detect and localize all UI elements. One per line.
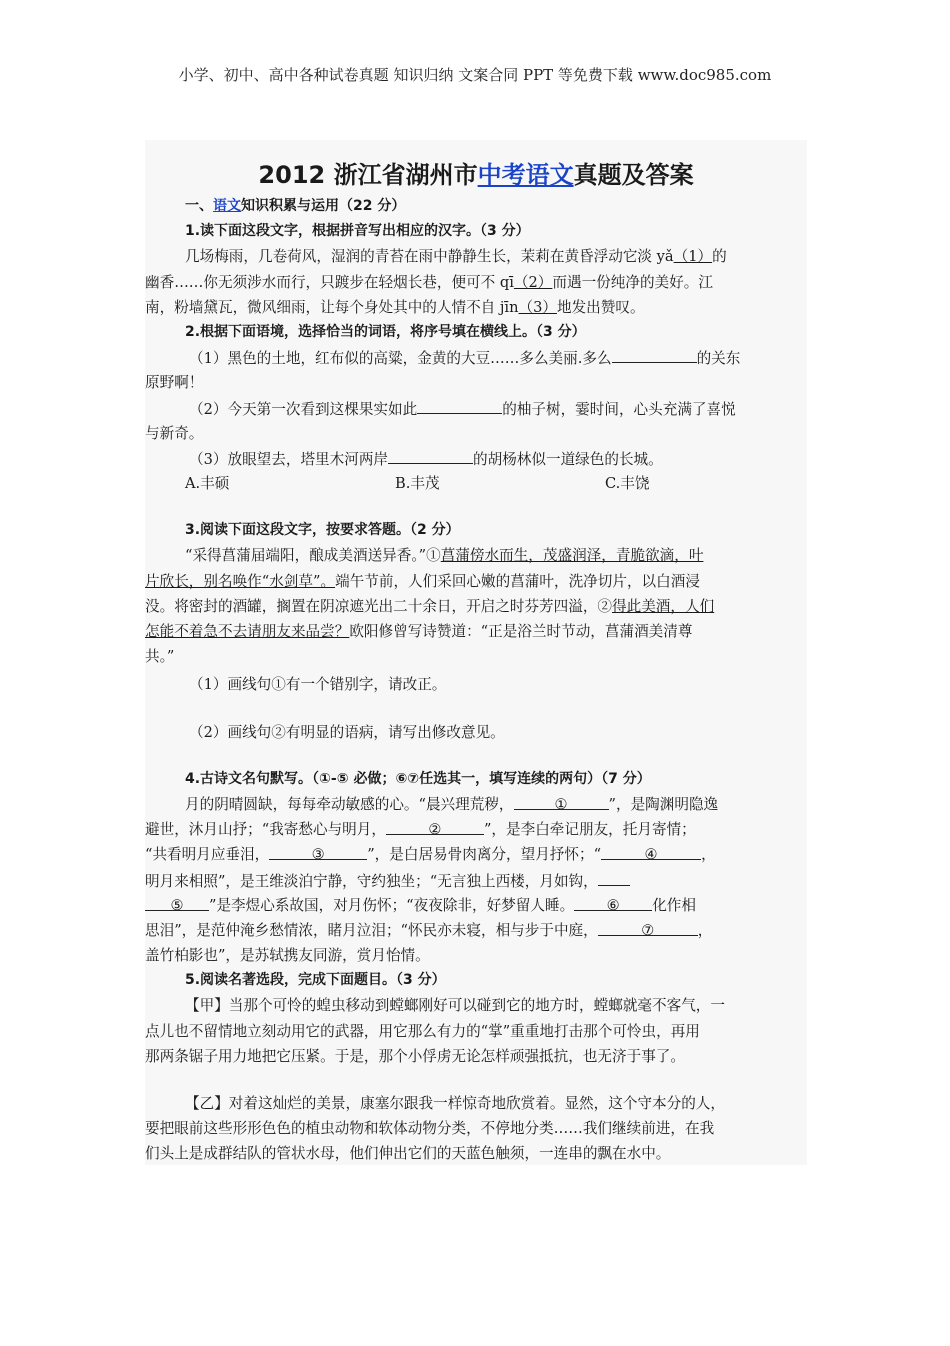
- q5-passage-b-2: 要把眼前这些形形色色的植虫动物和软体动物分类，不停地分类……我们继续前进，在我: [145, 1120, 715, 1138]
- q5-passage-b-3: 们头上是成群结队的管状水母，他们伸出它们的天蓝色触须，一连串的飘在水中。: [145, 1145, 671, 1163]
- q5-passage-a-3: 那两条锯子用力地把它压紧。于是，那个小俘虏无论怎样顽强抵抗，也无济于事了。: [145, 1047, 685, 1065]
- q2-sentence-1-cont: 原野啊！: [145, 374, 204, 392]
- q3-line-2: 片欣长，别名唤作“水剑草”。端午节前，人们采回心嫩的菖蒲叶，洗净切片，以白酒浸: [145, 572, 700, 590]
- q2-option-b: B.丰茂: [395, 475, 440, 493]
- q4-line-1: 月的阴晴圆缺，每每牵动敏感的心。“晨兴理荒秽， ① ”，是陶渊明隐逸: [145, 792, 807, 817]
- q3-underlined-2a: 得此美酒，人们: [612, 597, 715, 615]
- q4-line-4: 明月来相照”，是王维淡泊宁静，守约独坐；“无言独上西楼，月如钩，: [145, 868, 807, 893]
- q4-title: 4.古诗文名句默写。（①-⑤ 必做；⑥⑦任选其一，填写连续的两句）（7 分）: [185, 770, 651, 787]
- q2-sentence-2-cont: 与新奇。: [145, 424, 204, 442]
- q5-title: 5.阅读名著选段，完成下面题目。（3 分）: [185, 972, 446, 989]
- title-link[interactable]: 中考语文: [477, 161, 574, 189]
- q3-underlined-1b: 片欣长，别名唤作“水剑草”。: [145, 572, 336, 590]
- q1-line-1: 几场梅雨，几卷荷风，湿润的青苔在雨中静静生长，茉莉在黄昏浮动它淡 yǎ（1）的: [185, 248, 727, 266]
- q3-sub-2: （2）画线句②有明显的语病，请写出修改意见。: [189, 723, 505, 741]
- q3-line-3: 没。将密封的酒罐，搁置在阴凉遮光出二十余日，开启之时芬芳四溢，②得此美酒，人们: [145, 597, 715, 615]
- q2-option-a: A.丰硕: [185, 475, 230, 493]
- q2-blank-3[interactable]: [388, 446, 473, 464]
- q2-sentence-3: （3）放眼望去，塔里木河两岸 的胡杨林似一道绿色的长城。: [145, 446, 807, 471]
- q4-blank-2[interactable]: ②: [386, 817, 484, 835]
- exam-body: [145, 194, 807, 1167]
- q5-passage-a-1: 【甲】当那个可怜的蝗虫移动到螳螂刚好可以碰到它的地方时，螳螂就毫不客气，一: [185, 997, 725, 1015]
- q4-line-3: “共看明月应垂泪， ③ ”，是白居易骨肉离分，望月抒怀；“ ④ ，: [145, 842, 807, 867]
- title-post: 真题及答案: [573, 161, 694, 189]
- q3-line-4: 怎能不着急不去请朋友来品尝？欧阳修曾写诗赞道：“正是浴兰时节动，菖蒲酒美清尊: [145, 623, 693, 640]
- q2-sentence-1: （1）黑色的土地，红布似的高粱，金黄的大豆……多么美丽.多么 的关东: [145, 345, 807, 370]
- q4-line-5: ⑤ ”是李煜心系故国，对月伤怀；“夜夜除非，好梦留人睡。 ⑥ 化作相: [145, 893, 807, 918]
- q4-blank-6[interactable]: ⑥: [574, 893, 652, 911]
- q3-line-1: “采得菖蒲届端阳，酿成美酒送异香。”①菖蒲傍水而生，茂盛润泽，青脆欲滴，叶: [185, 547, 704, 565]
- q4-blank-1[interactable]: ①: [514, 792, 609, 810]
- page-title: [145, 155, 807, 190]
- q1-blank-3[interactable]: （3）: [518, 298, 557, 316]
- q4-blank-4[interactable]: ④: [601, 842, 701, 860]
- section-1-link[interactable]: 语文: [213, 198, 241, 214]
- q4-line-2: 避世，沐月山抒；“我寄愁心与明月， ② ”，是李白牵记朋友，托月寄情；: [145, 817, 807, 842]
- q5-passage-a-2: 点儿也不留情地立刻动用它的武器，用它那么有力的“掌”重重地打击那个可怜虫，再用: [145, 1022, 700, 1040]
- q2-title: 2.根据下面语境，选择恰当的词语，将序号填在横线上。（3 分）: [185, 323, 586, 340]
- title-pre: 2012 浙江省湖州市: [258, 161, 478, 189]
- q5-passage-b-1: 【乙】对着这灿烂的美景，康塞尔跟我一样惊奇地欣赏着。显然，这个守本分的人，: [185, 1095, 725, 1112]
- q1-blank-1[interactable]: （1）: [673, 248, 713, 266]
- site-header: 小学、初中、高中各种试卷真题 知识归纳 文案合同 PPT 等免费下载 www.doc985.com: [178, 66, 772, 84]
- q2-blank-1[interactable]: [612, 345, 697, 363]
- q4-blank-5a[interactable]: [598, 868, 630, 886]
- q3-sub-1: （1）画线句①有一个错别字，请改正。: [189, 676, 447, 694]
- q1-line-2: 幽香……你无须涉水而行，只踱步在轻烟长巷，便可不 qī（2）而遇一份纯净的美好。江: [145, 273, 713, 291]
- q2-sentence-2: （2）今天第一次看到这棵果实如此 的柚子树，霎时间，心头充满了喜悦: [145, 396, 807, 421]
- q3-underlined-1a: 菖蒲傍水而生，茂盛润泽，青脆欲滴，叶: [440, 547, 704, 565]
- q4-blank-7[interactable]: ⑦: [598, 918, 698, 936]
- q2-option-c: C.丰饶: [605, 475, 650, 493]
- q4-blank-5[interactable]: ⑤: [145, 893, 209, 911]
- section-1-heading: 一、语文知识积累与运用（22 分）: [185, 198, 406, 214]
- q4-line-6: 思泪”，是范仲淹乡愁情浓，睹月泣泪；“怀民亦未寝，相与步于中庭， ⑦ ，: [145, 918, 807, 943]
- q3-title: 3.阅读下面这段文字，按要求答题。（2 分）: [185, 522, 460, 539]
- q1-line-3: 南，粉墙黛瓦，微风细雨，让每个身处其中的人情不自 jīn（3）地发出赞叹。: [145, 298, 645, 316]
- q3-underlined-2b: 怎能不着急不去请朋友来品尝？: [145, 623, 350, 640]
- q1-title: 1.读下面这段文字，根据拼音写出相应的汉字。（3 分）: [185, 223, 530, 240]
- q1-blank-2[interactable]: （2）: [513, 273, 553, 291]
- q2-options: [145, 471, 807, 496]
- q4-line-7: 盖竹柏影也”，是苏轼携友同游，赏月怡情。: [145, 947, 430, 965]
- q3-line-5: 共。”: [145, 648, 175, 666]
- q2-blank-2[interactable]: [417, 396, 502, 414]
- q4-blank-3[interactable]: ③: [269, 842, 367, 860]
